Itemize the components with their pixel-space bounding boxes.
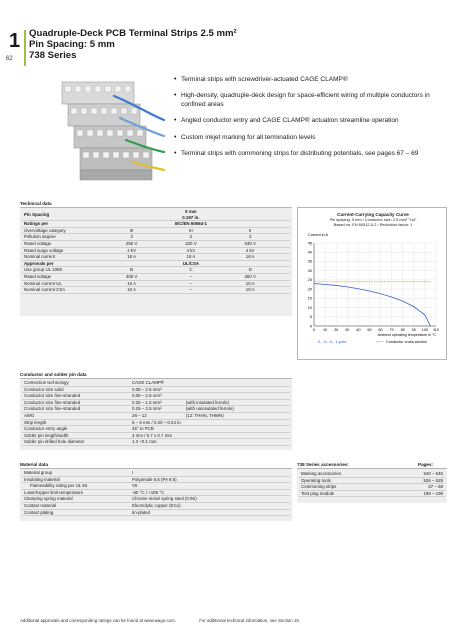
- accessories-pages-label: Pages:: [418, 462, 434, 467]
- table-row: [22, 227, 290, 234]
- row-value: 0.25 – 1.5 mm²: [130, 399, 184, 406]
- x-tick-label: 0: [312, 328, 316, 332]
- row-value: IEC/EN 60664-1: [102, 221, 280, 228]
- row-value: 10 A: [221, 287, 280, 294]
- title-line-3: 738 Series: [29, 50, 77, 61]
- legend-poles: 2-, 4-, 6-, 1-pole: [318, 339, 347, 344]
- row-label: AWG: [22, 412, 130, 419]
- row-value: UL/CSA: [102, 260, 280, 267]
- technical-data-table: [22, 209, 290, 294]
- table-row: [299, 490, 445, 497]
- page-number: 62: [6, 56, 13, 62]
- row-value: 5 – 6 mm / 0.20 – 0.24 in.: [132, 419, 182, 425]
- y-tick-label: 45: [307, 241, 312, 246]
- row-value: 10 A: [102, 280, 161, 287]
- row-value: Polyamide 6.6 (PA 6.6): [130, 476, 290, 483]
- row-value: 320 V: [161, 240, 220, 247]
- table-row: [22, 273, 290, 280]
- row-label: Contact material: [22, 502, 130, 509]
- row-note: [184, 439, 290, 446]
- x-tick-label: 60: [378, 328, 383, 332]
- y-tick-label: 5: [309, 315, 312, 320]
- row-value: tin-plated: [130, 509, 290, 516]
- y-tick-label: 0: [309, 324, 312, 329]
- page-footer: [20, 618, 322, 623]
- row-value: 4 kV: [221, 247, 280, 254]
- row-value: 10 A: [102, 287, 161, 294]
- row-value: B: [102, 267, 161, 274]
- x-tick-label: 10: [322, 328, 328, 332]
- accessories-heading: 738 Series accessories:: [297, 462, 349, 467]
- row-value: 2: [221, 234, 280, 241]
- row-label: Conductor entry angle: [22, 426, 130, 433]
- x-tick-label: 50: [367, 328, 372, 332]
- table-row: [22, 502, 290, 509]
- row-label: Conductor size fine-stranded: [22, 406, 130, 413]
- row-value: 0.08 – 2.5 mm²: [130, 386, 184, 393]
- table-row: [22, 419, 290, 426]
- y-tick-label: 25: [307, 278, 312, 283]
- footer-technical-note: For additional technical information, see Section 15.: [199, 618, 301, 623]
- table-row: [22, 209, 290, 221]
- row-label: Conductor size fine-stranded: [22, 399, 130, 406]
- row-value: 250 V: [102, 240, 161, 247]
- row-label: Ratings per: [22, 221, 102, 228]
- x-tick-label: 40: [356, 328, 361, 332]
- table-row: [22, 267, 290, 274]
- table-row: [22, 432, 290, 439]
- row-value: C: [161, 267, 220, 274]
- technical-data-heading: Technical data: [20, 201, 52, 206]
- row-label: Solder pin length/width: [22, 432, 130, 439]
- table-row: [22, 406, 290, 413]
- row-label: Overvoltage category: [22, 227, 102, 234]
- y-axis-label: Current in A: [308, 233, 329, 237]
- row-value: 0.08 – 2.5 mm²: [130, 393, 184, 400]
- pin-spacing-mm: 5 mm: [185, 209, 197, 214]
- table-row: [22, 280, 290, 287]
- row-value: 4 kV: [102, 247, 161, 254]
- accessory-label: Commoning strips: [299, 484, 394, 491]
- table-row: [22, 221, 290, 228]
- x-tick-label: 100: [421, 328, 429, 332]
- y-tick-label: 40: [307, 250, 312, 255]
- accessory-pages: 526 – 528: [394, 477, 445, 484]
- row-note: [184, 386, 290, 393]
- row-note: [184, 426, 290, 433]
- feature-item: • Terminal strips with commoning strips for distributing potentials, see pages 67 – 69: [174, 150, 446, 158]
- pin-spacing-inch: 0.197 in.: [182, 214, 200, 220]
- row-value: 300 V: [102, 273, 161, 280]
- table-row: [22, 386, 290, 393]
- row-value: II: [221, 227, 280, 234]
- footer-approvals-note: Additional approvals and corresponding ratings can be found at www.wago.com.: [20, 618, 176, 623]
- row-note: (with insulated ferrule): [184, 399, 290, 406]
- row-value: I: [130, 470, 290, 476]
- table-row: [22, 393, 290, 400]
- y-tick-label: 35: [307, 259, 312, 264]
- table-row: [22, 489, 290, 496]
- table-row: [299, 484, 445, 491]
- row-label: Nominal current: [22, 254, 102, 261]
- row-value: 45° to PCB: [130, 426, 184, 433]
- accessory-pages: 67 – 69: [394, 484, 445, 491]
- accessories-table: [299, 471, 445, 497]
- row-value: III: [161, 227, 220, 234]
- table-row: [22, 234, 290, 241]
- row-note: (with uninsulated ferrule): [184, 406, 290, 413]
- product-image: [54, 74, 166, 192]
- current-capacity-chart: [297, 207, 447, 360]
- table-row: [22, 483, 290, 490]
- row-value: 0.25 – 2.5 mm²: [130, 406, 184, 413]
- row-value: Chrome nickel spring steel (CrNi): [130, 496, 290, 503]
- x-tick-label: 20: [334, 328, 339, 332]
- series-line: [314, 284, 430, 326]
- material-data-heading: Material data: [20, 462, 49, 467]
- x-tick-label: 90: [411, 328, 416, 332]
- row-value: 4 mm / 0.7 x 0.7 mm: [130, 432, 184, 439]
- table-row: [22, 496, 290, 503]
- row-value: 4 kV: [161, 247, 220, 254]
- table-row: [22, 439, 290, 446]
- chapter-number: 1: [9, 30, 21, 52]
- row-note: [184, 419, 290, 426]
- material-data-table: [22, 470, 290, 516]
- row-label: Lower/Upper limit temperature: [22, 489, 130, 496]
- row-label: Insulating material: [22, 476, 130, 483]
- row-value: CAGE CLAMP®: [130, 380, 184, 386]
- row-label: Approvals per: [22, 260, 102, 267]
- row-value: 28 – 12: [130, 412, 184, 419]
- row-label: Nominal current CSA: [22, 287, 102, 294]
- accent-bar: [24, 30, 26, 66]
- x-tick-label: 30: [345, 328, 350, 332]
- legend-conductor: Conductor cross-section: [386, 340, 427, 344]
- row-value: 3: [102, 234, 161, 241]
- feature-item: • Terminal strips with screwdriver-actuated CAGE CLAMP®: [174, 76, 446, 84]
- table-row: [22, 247, 290, 254]
- row-value: 18 A: [102, 254, 161, 261]
- accessory-label: Test plug module: [299, 490, 394, 497]
- accessory-pages: 540 – 545: [394, 471, 445, 477]
- row-label: Rated voltage: [22, 240, 102, 247]
- table-row: [22, 399, 290, 406]
- row-label: Solder pin drilled hole diameter: [22, 439, 130, 446]
- row-label: Clamping spring material: [22, 496, 130, 503]
- row-label: Conductor size fine-stranded: [22, 393, 130, 400]
- row-value: III: [102, 227, 161, 234]
- row-value: 300 V: [221, 273, 280, 280]
- table-row: [22, 476, 290, 483]
- table-row: [22, 426, 290, 433]
- chart-subtitle-line-2: Based on: EN 60512-5-2 / Reduction factor: 1: [333, 221, 413, 227]
- y-tick-label: 15: [307, 296, 312, 301]
- y-tick-label: 30: [307, 268, 312, 273]
- table-row: [22, 254, 290, 261]
- feature-list: [174, 76, 446, 166]
- row-value: –: [161, 287, 220, 294]
- row-value: Electrolytic copper (ECu): [130, 502, 290, 509]
- feature-item: • Angled conductor entry and CAGE CLAMP® actuation streamline operation: [174, 117, 446, 125]
- row-label: Conductor size solid: [22, 386, 130, 393]
- table-row: [22, 412, 290, 419]
- row-note: [184, 432, 290, 439]
- row-value: –: [161, 273, 220, 280]
- row-value: 18 A: [221, 254, 280, 261]
- x-tick-label: 110: [432, 328, 440, 332]
- row-value: -60 °C / +105 °C: [130, 489, 290, 496]
- row-value: D: [221, 267, 280, 274]
- chart-plot: [298, 208, 448, 361]
- row-label: Connection technology: [22, 380, 130, 386]
- chart-subtitle-line-1: Pin spacing: 5 mm / Conductor size: 2.5 mm² "f-st": [329, 217, 417, 222]
- pin-spacing-label: Pin Spacing: [22, 209, 102, 221]
- row-label: Material group: [22, 470, 130, 476]
- accessory-pages: 198 – 199: [394, 490, 445, 497]
- chart-title: Current-Carrying Capacity Curve: [337, 212, 409, 217]
- row-label: Flammability rating per UL 94: [22, 483, 130, 490]
- y-tick-label: 10: [307, 305, 312, 310]
- title-line-2: Pin Spacing: 5 mm: [29, 39, 115, 50]
- y-tick-label: 20: [307, 287, 312, 292]
- table-row: [22, 509, 290, 516]
- row-label: Use group UL 1059: [22, 267, 102, 274]
- x-tick-label: 80: [400, 328, 405, 332]
- row-value: 18 A: [161, 254, 220, 261]
- row-value: V0: [130, 483, 290, 490]
- table-row: [22, 240, 290, 247]
- table-row: [22, 287, 290, 294]
- x-axis-label: Ambient operating temperature in °C: [377, 333, 436, 337]
- conductor-data-heading: Conductor and solder pin data: [20, 372, 87, 377]
- row-label: Contact plating: [22, 509, 130, 516]
- page-title: [29, 28, 237, 61]
- pin-spacing-value: [102, 209, 280, 221]
- row-label: Nominal current UL: [22, 280, 102, 287]
- title-line-1: Quadruple-Deck PCB Terminal Strips 2.5 mm²: [29, 28, 237, 39]
- row-label: Pollution degree: [22, 234, 102, 241]
- feature-item: • High-density, quadruple-deck design for space-efficient wiring of multiple conductors in confined areas: [174, 92, 446, 109]
- row-label: Strip length: [22, 419, 130, 426]
- table-row: [22, 260, 290, 267]
- accessory-label: Operating tools: [299, 477, 394, 484]
- row-value: 1.3 +0.1 mm: [130, 439, 184, 446]
- row-label: Rated voltage: [22, 273, 102, 280]
- row-value: 2: [161, 234, 220, 241]
- row-value: 630 V: [221, 240, 280, 247]
- row-value: 10 A: [221, 280, 280, 287]
- accessory-label: Marking accessories: [299, 471, 394, 477]
- row-note: [184, 393, 290, 400]
- table-row: [299, 477, 445, 484]
- feature-item: • Custom inkjet marking for all termination levels: [174, 134, 446, 142]
- x-tick-label: 70: [389, 328, 394, 332]
- row-label: Rated surge voltage: [22, 247, 102, 254]
- row-note: (12: THHN, THWN): [184, 412, 290, 419]
- row-value: –: [161, 280, 220, 287]
- conductor-data-table: [22, 380, 290, 446]
